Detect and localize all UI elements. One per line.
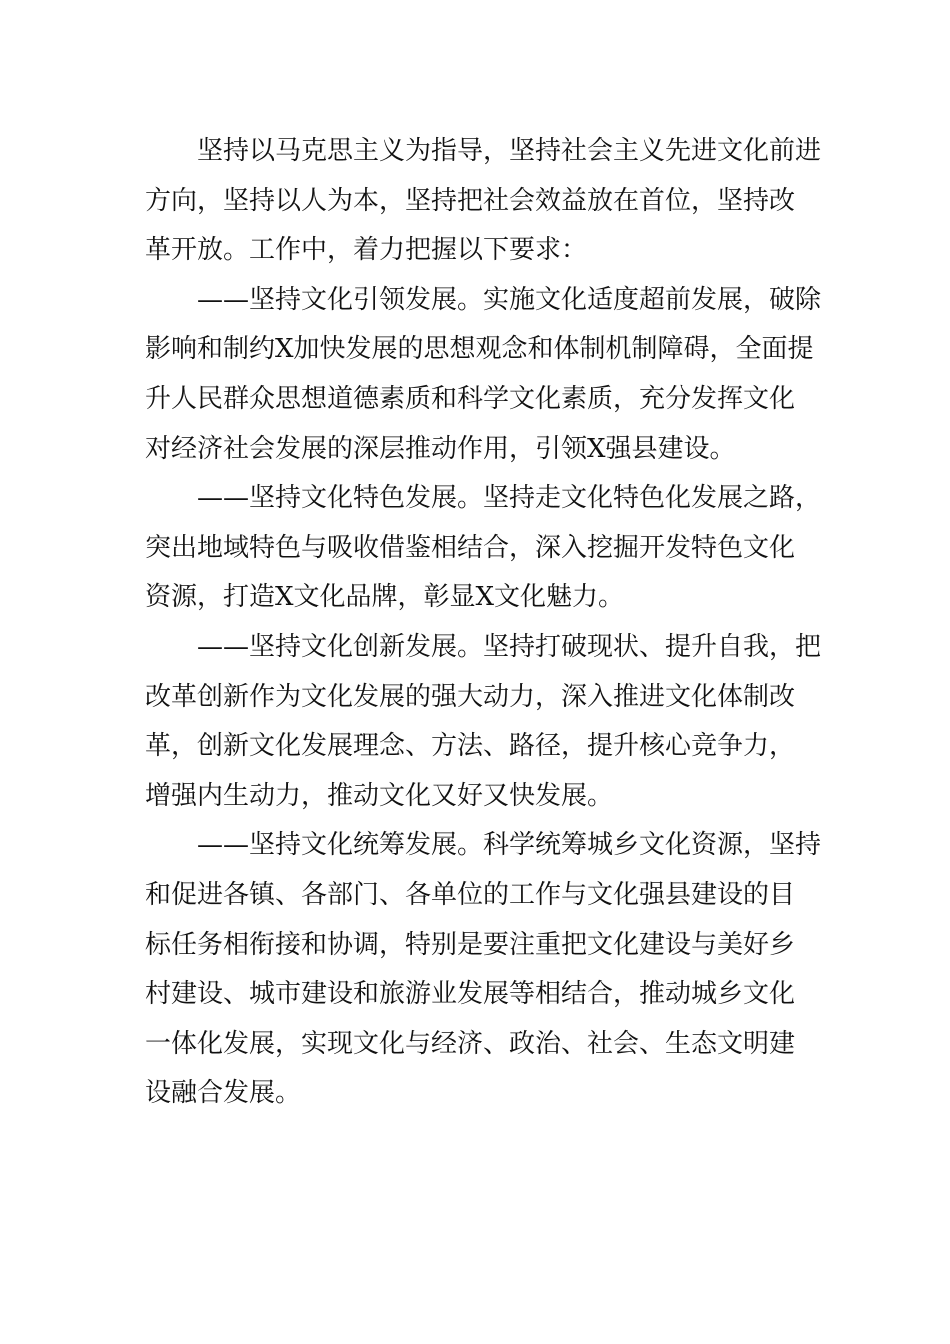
text-line: 村建设、城市建设和旅游业发展等相结合，推动城乡文化 (145, 979, 796, 1010)
text-line: 和促进各镇、各部门、各单位的工作与文化强县建设的目 (145, 879, 796, 910)
text-line: ——坚持文化统筹发展。科学统筹城乡文化资源，坚持 (145, 830, 822, 861)
text-line: 坚持以马克思主义为指导，坚持社会主义先进文化前进 (145, 136, 822, 166)
text-line: 革，创新文化发展理念、方法、路径，提升核心竞争力， (145, 731, 796, 762)
text-line: 升人民群众思想道德素质和科学文化素质，充分发挥文化 (145, 383, 796, 414)
text-line: 改革创新作为文化发展的强大动力，深入推进文化体制改 (145, 681, 796, 712)
text-line: ——坚持文化创新发展。坚持打破现状、提升自我，把 (145, 631, 822, 662)
text-line: 设融合发展。 (145, 1078, 302, 1109)
text-line: 增强内生动力，推动文化又好又快发展。 (145, 780, 614, 811)
text-line: 影响和制约X加快发展的思想观念和体制机制障碍，全面提 (145, 334, 814, 365)
text-line: 突出地域特色与吸收借鉴相结合，深入挖掘开发特色文化 (145, 532, 796, 563)
text-line: 资源，打造X文化品牌，彰显X文化魅力。 (145, 582, 625, 613)
document-body (145, 127, 822, 1119)
text-line: 一体化发展，实现文化与经济、政治、社会、生态文明建 (145, 1028, 796, 1059)
text-line: ——坚持文化引领发展。实施文化适度超前发展，破除 (145, 284, 822, 315)
text-line: 革开放。工作中，着力把握以下要求： (145, 235, 588, 266)
text-line: 对经济社会发展的深层推动作用，引领X强县建设。 (145, 433, 736, 464)
text-line: 标任务相衔接和协调，特别是要注重把文化建设与美好乡 (145, 929, 796, 960)
text-line: 方向，坚持以人为本，坚持把社会效益放在首位，坚持改 (145, 185, 796, 216)
text-line: ——坚持文化特色发展。坚持走文化特色化发展之路， (145, 483, 822, 514)
